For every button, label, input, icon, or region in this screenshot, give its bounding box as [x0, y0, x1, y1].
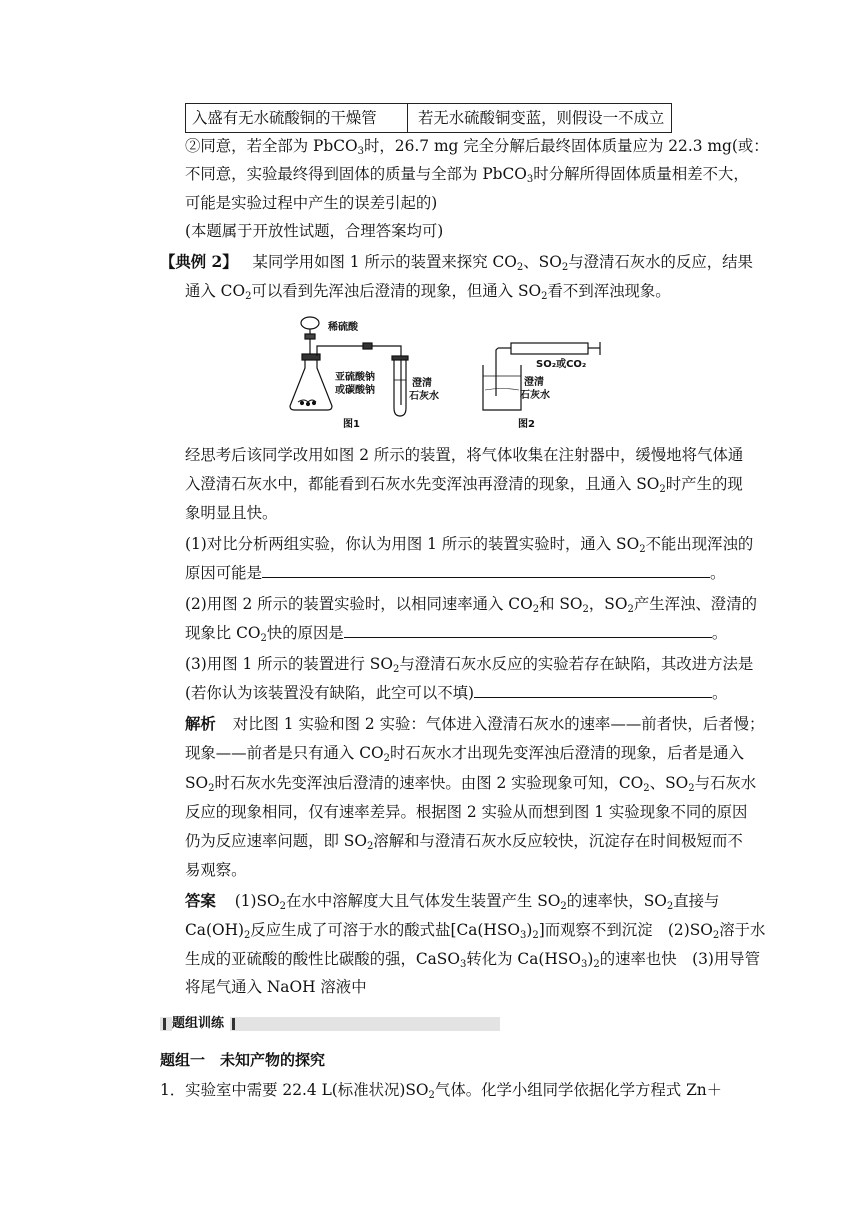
text-line: $Ca(OH)_2$反应生成了可溶于水的酸式盐$[Ca(HSO_3)_2]$而观察不到沉淀 $(2)SO_2$溶于水 [185, 921, 766, 941]
text-line: 原因可能是 。 [185, 564, 726, 582]
section-header [160, 1017, 500, 1031]
text-line: 可能是实验过程中产生的误差引起的) [185, 194, 438, 212]
text-line: 解析 对比图 1 实验和图 2 实验：气体进入澄清石灰水的速率——前者快，后者慢； [185, 715, 765, 733]
text-line: 将尾气通入 NaOH 溶液中 [185, 978, 367, 996]
beaker [483, 365, 521, 410]
text-line: 象明显且快。 [185, 504, 278, 522]
text-line: (2)用图 2 所示的装置实验时，以相同速率通入 $CO_2$和 $SO_2$，$SO_2$产生浑浊、澄清的 [185, 595, 757, 615]
test-tube [394, 358, 406, 416]
syringe-label: SO₂或CO₂ [536, 359, 587, 370]
header-bar-icon [163, 1018, 166, 1030]
example-label: 【典例 2】 [160, 253, 238, 271]
beaker-label: 石灰水 [520, 390, 550, 401]
apparatus-figure [288, 310, 610, 432]
tube-label: 石灰水 [409, 391, 439, 402]
text-line: 答案 $(1)SO_2$在水中溶解度大且气体发生装置产生 $SO_2$的速率快，$SO_2$直接与 [185, 892, 720, 912]
table-row [185, 103, 672, 133]
text-line: 反应的现象相同，仅有速率差异。根据图 2 实验从而想到图 1 实验现象不同的原因 [185, 803, 748, 821]
text-line: 【典例 2】 某同学用如图 1 所示的装置来探究 $CO_2$、$SO_2$与澄清石灰水的反应，结果 [160, 253, 753, 273]
answer-label: 答案 [185, 892, 216, 910]
figure-caption: 图2 [518, 419, 535, 430]
text-line: 现象比 $CO_2$快的原因是 。 [185, 624, 728, 644]
text-line: 1．实验室中需要 22.4 L(标准状况)$SO_2$气体。化学小组同学依据化学方程式 Zn＋ [160, 1081, 723, 1101]
text-line: 通入 $CO_2$可以看到先浑浊后澄清的现象，但通入 $SO_2$看不到浑浊现象。 [185, 282, 671, 302]
table-cell: 入盛有无水硫酸铜的干燥管 [186, 104, 408, 132]
header-bar-icon [232, 1018, 235, 1030]
text-line: (3)用图 1 所示的装置进行 $SO_2$与澄清石灰水反应的实验若存在缺陷，其改进方法是 [185, 655, 754, 675]
table-cell: 若无水硫酸铜变蓝，则假设一不成立 [418, 109, 665, 127]
text-line: 生成的亚硫酸的酸性比碳酸的强，CaSO$_3$转化为 $Ca(HSO_3)_2$的速率也快 (3)用导管 [185, 950, 761, 970]
text-line: 入澄清石灰水中，都能看到石灰水先变浑浊再澄清的现象，且通入 $SO_2$时产生的现 [185, 475, 743, 495]
text-line: (若你认为该装置没有缺陷，此空可以不填) 。 [185, 684, 728, 702]
text-line: 现象——前者是只有通入 $CO_2$时石灰水才出现先变浑浊后澄清的现象，后者是通入 [185, 744, 744, 764]
analysis-label: 解析 [185, 715, 216, 733]
text-line: (1)对比分析两组实验，你认为用图 1 所示的装置实验时，通入 $SO_2$不能出现浑浊的 [185, 535, 754, 555]
section-title: 题组训练 [172, 1017, 230, 1031]
text-line: 经思考后该同学改用如图 2 所示的装置，将气体收集在注射器中，缓慢地将气体通 [185, 446, 744, 464]
funnel-bulb [301, 317, 319, 329]
syringe [511, 343, 588, 354]
text-line: ②同意，若全部为 PbCO$_3$时，26.7 mg 完全分解后最终固体质量应为 22.3 mg(或： [185, 137, 769, 157]
text-line: $SO_2$时石灰水先变浑浊后澄清的速率快。由图 2 实验现象可知，$CO_2$、$SO_2$与石灰水 [185, 774, 757, 794]
text-line: 不同意，实验最终得到固体的质量与全部为 PbCO$_3$时分解所得固体质量相差不大， [185, 165, 749, 185]
answer-blank[interactable] [344, 623, 712, 638]
answer-blank[interactable] [262, 563, 710, 578]
figure-caption: 图1 [343, 419, 360, 430]
funnel-valve [305, 334, 315, 339]
flask-label: 或碳酸钠 [335, 385, 375, 396]
beaker-label: 澄清 [524, 377, 544, 388]
tube-label: 澄清 [412, 378, 432, 389]
text-line: 易观察。 [185, 861, 247, 879]
text-line: 仍为反应速率问题，即 $SO_2$溶解和与澄清石灰水反应较快，沉淀存在时间极短而不 [185, 832, 743, 852]
text-line: (本题属于开放性试题，合理答案均可) [185, 222, 444, 240]
flask [290, 360, 332, 410]
subsection-title: 题组一 未知产物的探究 [160, 1051, 326, 1069]
flask-label: 亚硫酸钠 [335, 372, 375, 383]
answer-blank[interactable] [474, 683, 712, 698]
acid-label: 稀硫酸 [328, 322, 358, 333]
